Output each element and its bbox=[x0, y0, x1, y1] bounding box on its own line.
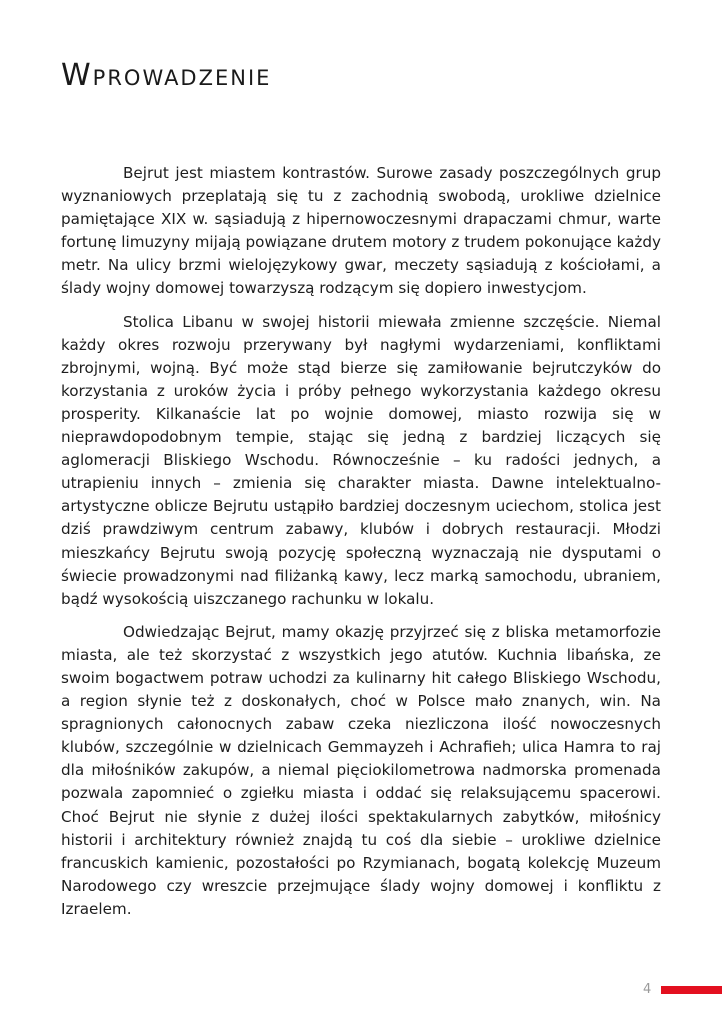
page-title: Wprowadzenie bbox=[61, 58, 272, 93]
paragraph-1: Bejrut jest miastem kontrastów. Surowe zasady poszczególnych grup wyznaniowych przeplatają się tu z zachodnią swobodą, urokliwe dzielnice pamiętające XIX w. sąsiadują z hipernowoczesnymi drapaczami chmur, warte fortunę limuzyny mijają powiązane drutem motory z trudem pokonujące każdy metr. Na ulicy brzmi wielojęzykowy gwar, meczety sąsiadują z kościołami, a ślady wojny domowej towarzyszą rodzącym się dopiero inwestycjom. bbox=[61, 164, 661, 298]
body-text bbox=[61, 162, 661, 931]
accent-bar bbox=[661, 986, 722, 994]
paragraph-3: Odwiedzając Bejrut, mamy okazję przyjrzeć się z bliska metamorfozie miasta, ale też skorzystać z wszystkich jego atutów. Kuchnia libańska, ze swoim bogactwem potraw uchodzi za kulinarny hit całego Bliskiego Wschodu, a region słynie też z doskonałych, choć w Polsce mało znanych, win. Na spragnionych całonocnych zabaw czeka niezliczona ilość nowoczesnych klubów, szczególnie w dzielnicach Gemmayzeh i Achrafieh; ulica Hamra to raj dla miłośników zakupów, a niemal pięciokilometrowa nadmorska promenada pozwala zapomnieć o zgiełku miasta i oddać się relaksującemu spacerowi. Choć Bejrut nie słynie z dużej ilości spektakularnych zabytków, miłośnicy historii i architektury również znajdą tu coś dla siebie – urokliwe dzielnice francuskich kamienic, pozostałości po Rzymianach, bogatą kolekcję Muzeum Narodowego czy wreszcie przejmujące ślady wojny domowej i konfliktu z Izraelem. bbox=[61, 622, 661, 918]
page-number: 4 bbox=[643, 982, 652, 997]
paragraph-2: Stolica Libanu w swojej historii miewała zmienne szczęście. Niemal każdy okres rozwoju przerywany był nagłymi wydarzeniami, konfliktami zbrojnymi, wojną. Być może stąd bierze się zamiłowanie bejrutczyków do korzystania z uroków życia i próby pełnego wykorzystania każdego okresu prosperity. Kilkanaście lat po wojnie domowej, miasto rozwija się w nieprawdopodobnym tempie, stając się jedną z bardziej liczących się aglomeracji Bliskiego Wschodu. Równocześnie – ku radości jednych, a utrapieniu innych – zmienia się charakter miasta. Dawne intelektualno-artystyczne oblicze Bejrutu ustąpiło bardziej doczesnym uciechom, stolica jest dziś prawdziwym centrum zabawy, klubów i dobrych restauracji. Młodzi mieszkańcy Bejrutu swoją pozycję społeczną wyznaczają nie dysputami o świecie prowadzonymi nad filiżanką kawy, lecz marką samochodu, ubraniem, bądź wysokością uiszczanego rachunku w lokalu. bbox=[61, 312, 661, 608]
